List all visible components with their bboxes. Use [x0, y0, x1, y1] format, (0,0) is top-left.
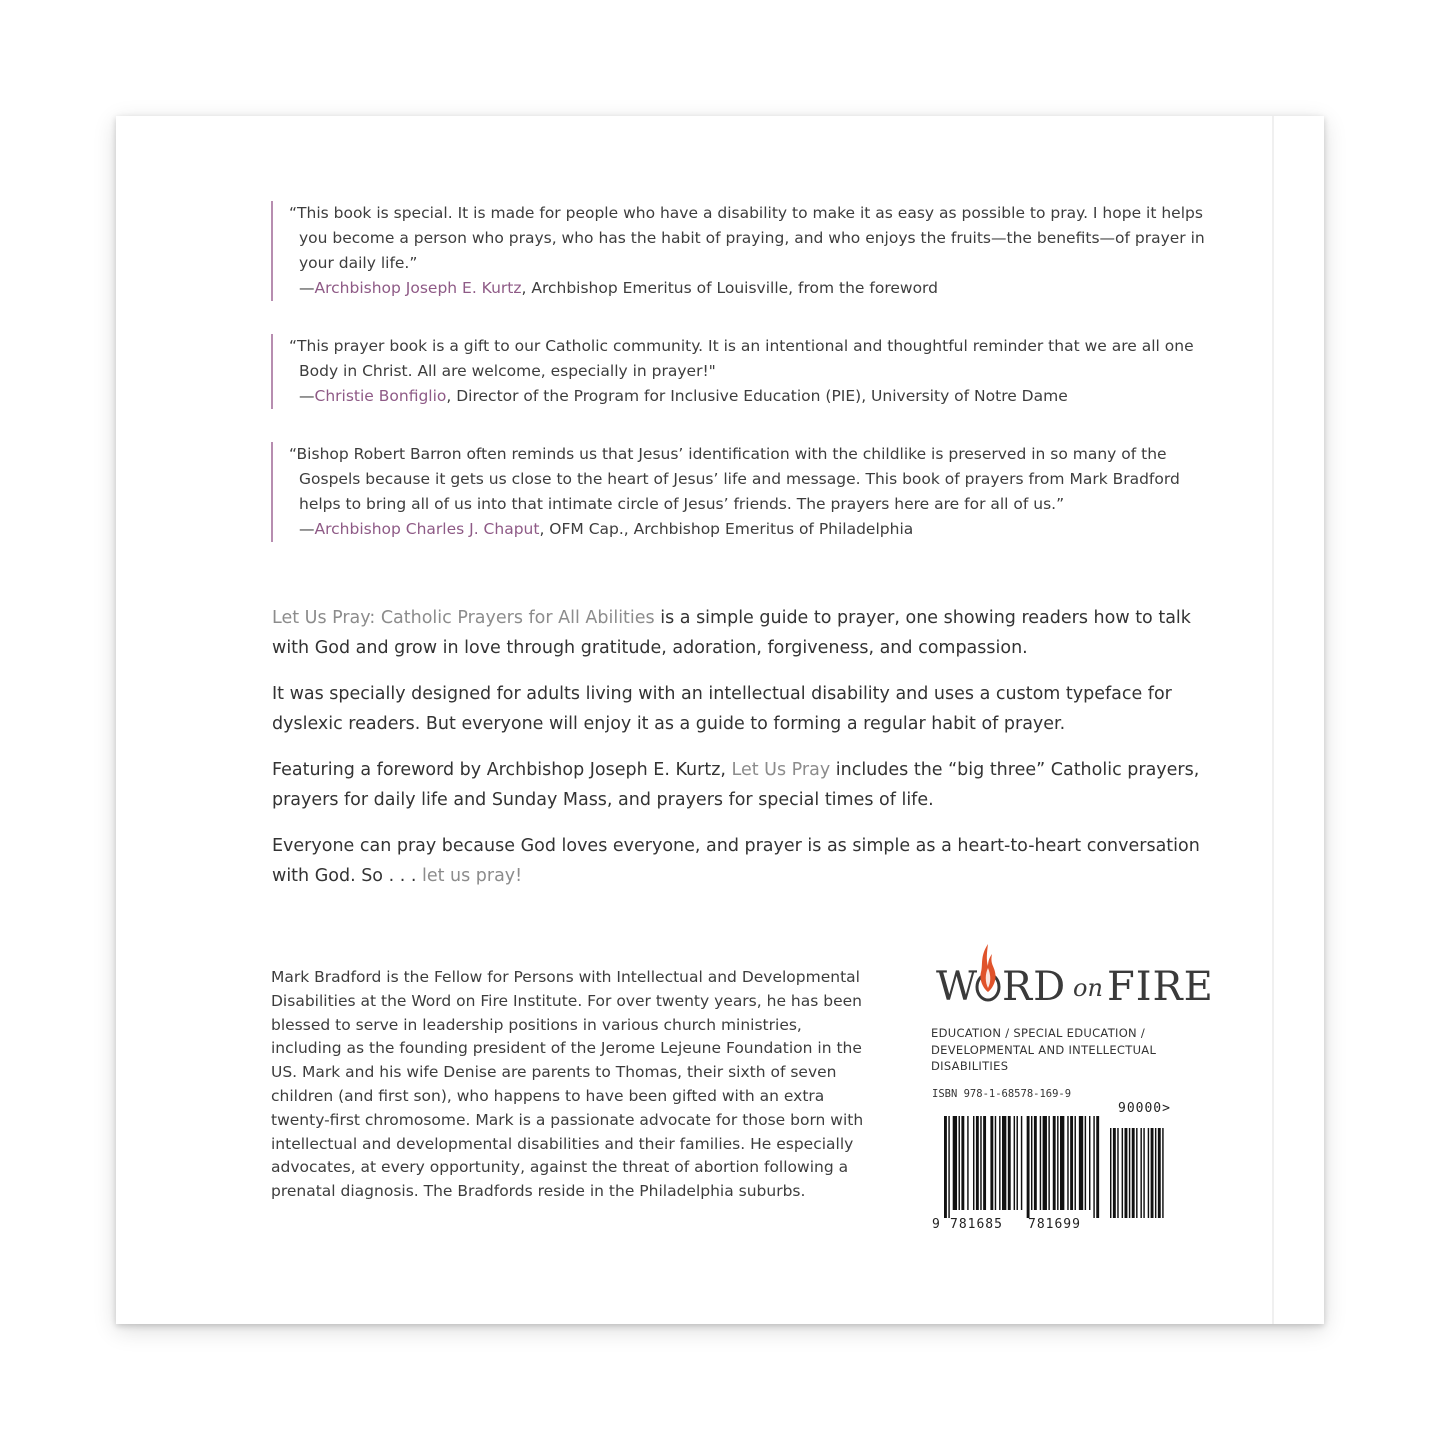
- barcode-addon-bar: [1151, 1128, 1154, 1218]
- isbn-label: ISBN 978-1-68578-169-9: [932, 1088, 1072, 1100]
- barcode-bar: [1014, 1116, 1015, 1210]
- em-dash: —: [299, 520, 315, 538]
- isbn-barcode: [930, 1100, 1190, 1230]
- description-paragraph-3: [272, 755, 1202, 815]
- author-bio: Mark Bradford is the Fellow for Persons with Intellectual and Developmental Disabilities at the Word on Fire Institute. For over twenty years, he has been blessed to serve in leadership positions in various church ministries, including as the founding president of the Jerome Lejeune Foundation in the US. Mark and his wife Denise are parents to Thomas, their sixth of seven children (and first son), who happens to have been gifted with an extra twenty-first chromosome. Mark is a passionate advocate for those born with intellectual and developmental disabilities and their families. He especially advocates, at every opportunity, against the threat of abortion following a prenatal diagnosis. The Bradfords reside in the Philadelphia suburbs.: [271, 968, 864, 1201]
- quote-text: “This prayer book is a gift to our Catholic community. It is an intentional and thoughtful reminder that we are all one Body in Christ. All are welcome, especially in prayer!": [289, 337, 1194, 380]
- word-on-fire-logo: [936, 938, 1214, 1010]
- logo-letter-w: W: [936, 964, 979, 1010]
- barcode-bars-main: [944, 1116, 1099, 1218]
- barcode-addon-bar: [1158, 1128, 1161, 1218]
- quote-text: “Bishop Robert Barron often reminds us that Jesus’ identification with the childlike is preserved in so many of the Gospels because it gets us close to the heart of Jesus’ life and message. This book of prayers from Mark Bradford helps to bring all of us into that intimate circle of Jesus’ friends. The prayers here are for all of us.”: [289, 445, 1180, 513]
- description-text: Everyone can pray because God loves everyone, and prayer is as simple as a heart-to-heart conversation with God. So . . .: [272, 836, 1200, 886]
- barcode-bar: [953, 1116, 957, 1210]
- description-text: includes the “big three” Catholic prayers, prayers for daily life and Sunday Mass, and prayers for special times of life.: [272, 760, 1200, 810]
- barcode-bar: [976, 1116, 979, 1210]
- barcode-addon-bar: [1136, 1128, 1137, 1218]
- barcode-bar: [959, 1116, 960, 1210]
- endorsement-quote-1: [271, 201, 1214, 301]
- barcode-addon-bar: [1129, 1128, 1130, 1218]
- barcode-bar: [944, 1116, 947, 1218]
- barcode-digit-lead: 9: [932, 1217, 940, 1230]
- endorser-name: Christie Bonfiglio: [314, 387, 447, 405]
- endorser-name: Archbishop Joseph E. Kurtz: [314, 279, 522, 297]
- logo-word-on: on: [1073, 974, 1103, 1002]
- barcode-addon-bar: [1148, 1128, 1149, 1218]
- description-text: Featuring a foreword by Archbishop Joseph E. Kurtz,: [272, 760, 732, 780]
- book-description: [272, 603, 1202, 907]
- barcode-bar: [1002, 1116, 1006, 1210]
- barcode-price-code: 90000>: [1118, 1101, 1171, 1116]
- spine-fold-line: [1272, 116, 1274, 1324]
- barcode-bar: [967, 1116, 968, 1210]
- barcode-bar: [1053, 1116, 1056, 1210]
- barcode-addon-bar: [1132, 1128, 1135, 1218]
- endorser-name: Archbishop Charles J. Chaput: [314, 520, 540, 538]
- endorser-affiliation: , OFM Cap., Archbishop Emeritus of Philadelphia: [539, 520, 914, 538]
- barcode-addon-bar: [1113, 1128, 1116, 1218]
- quote-text: “This book is special. It is made for people who have a disability to make it as easy as possible to pray. I hope it helps you become a person who prays, who has the habit of praying, and who enjoys the fruits—the benefits—of prayer in your daily life.”: [289, 204, 1205, 272]
- barcode-bar: [961, 1116, 964, 1210]
- quote-attribution: [289, 517, 1214, 542]
- barcode-bar: [1075, 1116, 1076, 1210]
- barcode-bar: [1008, 1116, 1011, 1210]
- barcode-bar: [980, 1116, 981, 1210]
- barcode-bar: [990, 1116, 993, 1210]
- barcode-bar: [1034, 1116, 1037, 1210]
- endorsement-quote-3: [271, 442, 1214, 542]
- barcode-bar: [1060, 1116, 1064, 1210]
- barcode-digits-group2: 781699: [1028, 1217, 1081, 1230]
- barcode-addon-bar: [1122, 1128, 1123, 1218]
- book-title: Let Us Pray: Catholic Prayers for All Abilities: [272, 608, 655, 628]
- barcode-bar: [1027, 1116, 1030, 1218]
- closing-phrase: let us pray!: [421, 866, 523, 886]
- barcode-addon-bar: [1140, 1128, 1141, 1218]
- barcode-bar: [983, 1116, 986, 1210]
- barcode-bar: [1096, 1116, 1099, 1218]
- barcode-bar: [1031, 1116, 1032, 1210]
- barcode-bars-addon: [1110, 1128, 1164, 1218]
- barcode-bar: [995, 1116, 996, 1210]
- barcode-bar: [1070, 1116, 1073, 1210]
- barcode-bar: [948, 1116, 949, 1218]
- barcode-bar: [1021, 1116, 1022, 1210]
- description-paragraph-4: [272, 831, 1202, 891]
- barcode-addon-bar: [1143, 1128, 1144, 1218]
- barcode-bar: [973, 1116, 974, 1210]
- barcode-bar: [999, 1116, 1000, 1210]
- endorser-affiliation: , Director of the Program for Inclusive Education (PIE), University of Notre Dame: [446, 387, 1068, 405]
- em-dash: —: [299, 387, 315, 405]
- barcode-bar: [1079, 1116, 1083, 1210]
- quote-attribution: [289, 276, 1214, 301]
- barcode-bar: [1089, 1116, 1090, 1210]
- barcode-addon-bar: [1125, 1128, 1128, 1218]
- book-back-cover: [116, 116, 1324, 1324]
- book-title-short: Let Us Pray: [731, 760, 831, 780]
- description-paragraph-2: It was specially designed for adults living with an intellectual disability and uses a custom typeface for dyslexic readers. But everyone will enjoy it as a guide to forming a regular habit of prayer.: [272, 684, 1172, 734]
- barcode-addon-bar: [1110, 1128, 1111, 1218]
- bisac-category: EDUCATION / SPECIAL EDUCATION / DEVELOPMENTAL AND INTELLECTUAL DISABILITIES: [931, 1026, 1157, 1073]
- endorsement-quote-2: [271, 334, 1214, 409]
- barcode-bar: [1048, 1116, 1049, 1210]
- barcode-addon-bar: [1155, 1128, 1156, 1218]
- logo-letters-rd: RD: [1002, 964, 1067, 1010]
- description-text: is a simple guide to prayer, one showing readers how to talk with God and grow in love through gratitude, adoration, forgiveness, and compassion.: [272, 608, 1191, 658]
- barcode-bar: [1067, 1116, 1068, 1210]
- barcode-bar: [1057, 1116, 1058, 1210]
- barcode-bar: [1093, 1116, 1094, 1218]
- quote-attribution: [289, 384, 1214, 409]
- logo-word-fire: FIRE: [1107, 964, 1214, 1010]
- description-paragraph-1: [272, 603, 1202, 663]
- barcode-bar: [1040, 1116, 1041, 1210]
- barcode-digits-group1: 781685: [950, 1217, 1003, 1230]
- barcode-bar: [1085, 1116, 1086, 1210]
- endorser-affiliation: , Archbishop Emeritus of Louisville, from the foreword: [521, 279, 938, 297]
- barcode-bar: [1043, 1116, 1047, 1210]
- em-dash: —: [299, 279, 315, 297]
- barcode-bar: [1017, 1116, 1018, 1210]
- barcode-addon-bar: [1117, 1128, 1118, 1218]
- flame-icon: [973, 942, 1003, 1004]
- barcode-addon-bar: [1162, 1128, 1163, 1218]
